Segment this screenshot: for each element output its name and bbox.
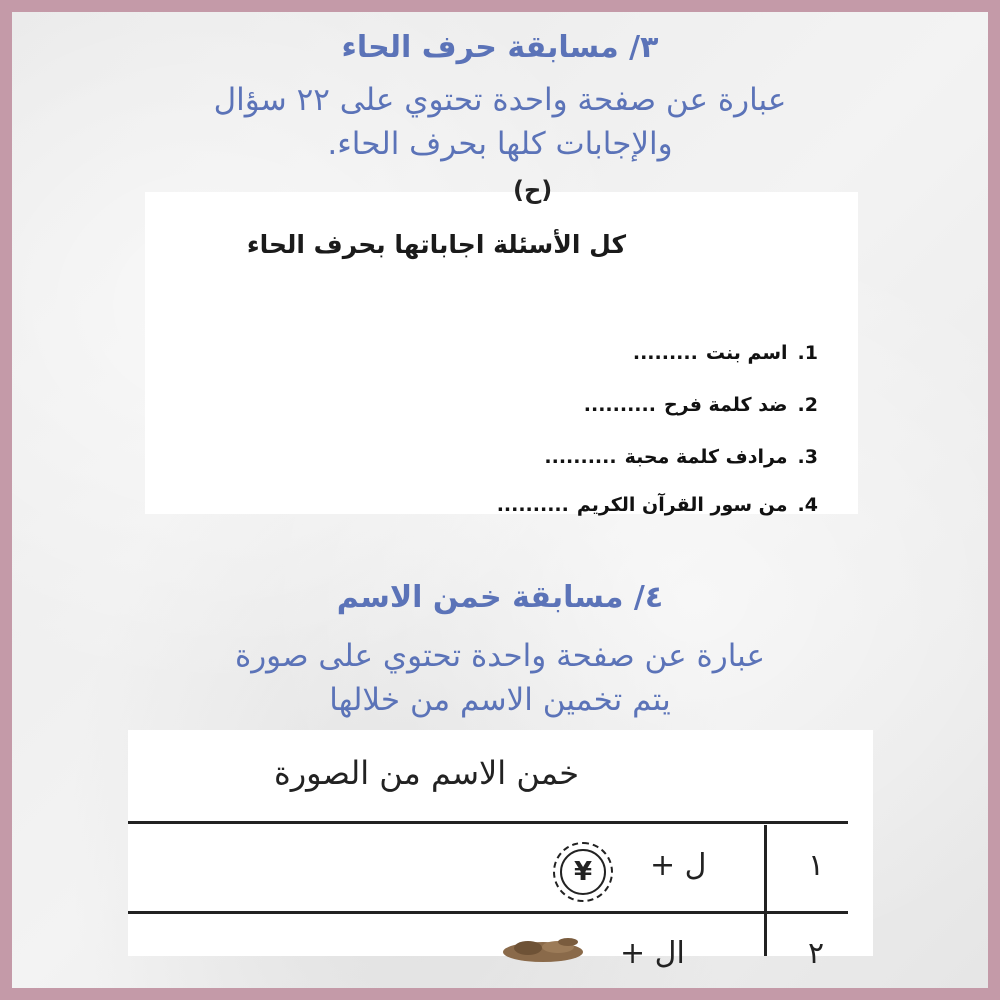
row-number: ١ [808, 848, 825, 883]
table-divider [128, 821, 848, 824]
question-number: 2. [797, 394, 818, 416]
section3-sample-card [145, 176, 858, 516]
section4-description [0, 634, 1000, 722]
row-number: ٢ [808, 936, 825, 971]
question-text: اسم بنت [705, 342, 788, 364]
section3-heading: ٣/ مسابقة حرف الحاء [341, 30, 659, 65]
question-number: 4. [797, 494, 818, 516]
question-item [584, 394, 818, 416]
table-column-divider [764, 825, 767, 956]
card-title: كل الأسئلة اجاباتها بحرف الحاء [246, 230, 626, 259]
section3-description-line: عبارة عن صفحة واحدة تحتوي على ٢٢ سؤال [213, 82, 787, 118]
brown-image-icon [498, 930, 588, 960]
answer-blank: .......... [583, 394, 656, 416]
answer-blank: .......... [496, 494, 569, 516]
section4-description-line: عبارة عن صفحة واحدة تحتوي على صورة [234, 638, 766, 674]
section4-heading: ٤/ مسابقة خمن الاسم [336, 580, 664, 615]
section4-description-line: يتم تخمين الاسم من خلالها [329, 682, 671, 718]
question-number: 1. [797, 342, 818, 364]
answer-blank: ......... [632, 342, 698, 364]
section3-description [0, 78, 1000, 166]
answer-blank: .......... [544, 446, 617, 468]
yen-symbol: ¥ [560, 849, 606, 895]
question-text: مرادف كلمة محبة [624, 446, 788, 468]
question-item [633, 342, 818, 364]
question-item [544, 446, 818, 468]
question-text: ضد كلمة فرح [663, 394, 788, 416]
card-title: خمن الاسم من الصورة [273, 754, 579, 792]
row-clue: ال + [620, 936, 685, 971]
question-text: من سور القرآن الكريم [576, 494, 788, 516]
question-item [497, 494, 818, 516]
question-number: 3. [797, 446, 818, 468]
table-divider [128, 911, 848, 914]
row-clue: ل + [650, 848, 707, 883]
section3-description-line: والإجابات كلها بحرف الحاء. [327, 126, 673, 162]
yen-coin-icon [553, 842, 613, 902]
section4-sample-card [128, 730, 873, 971]
letter-mark: (ح) [513, 176, 553, 204]
